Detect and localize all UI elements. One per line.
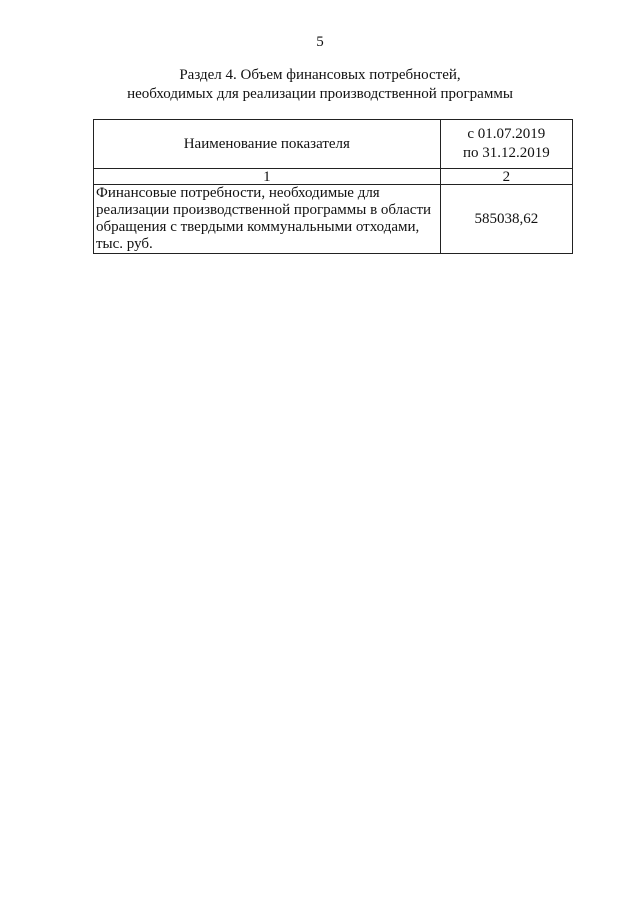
header-indicator-name: Наименование показателя xyxy=(94,120,441,169)
section-title-line-1: Раздел 4. Объем финансовых потребностей, xyxy=(179,67,461,83)
indicator-name-line: реализации производственной программы в области xyxy=(96,202,432,218)
indicator-name-line: обращения с твердыми коммунальными отходами, xyxy=(96,219,420,235)
column-number-1: 1 xyxy=(94,169,441,185)
table-column-numbers-row xyxy=(94,169,573,185)
page-number: 5 xyxy=(316,34,324,50)
indicator-name-line: тыс. руб. xyxy=(96,236,153,252)
indicator-value-cell: 585038,62 xyxy=(440,185,572,254)
table-header-row xyxy=(94,120,573,169)
header-period-to: по 31.12.2019 xyxy=(462,145,550,161)
column-number-2: 2 xyxy=(440,169,572,185)
section-title xyxy=(0,66,640,104)
section-title-line-2: необходимых для реализации производственной программы xyxy=(127,86,513,102)
header-period-from: с 01.07.2019 xyxy=(467,126,546,142)
header-period xyxy=(440,120,572,169)
indicator-name-line: Финансовые потребности, необходимые для xyxy=(96,185,380,201)
financial-needs-table xyxy=(93,119,573,254)
table-row xyxy=(94,185,573,254)
indicator-name-cell xyxy=(94,185,441,254)
